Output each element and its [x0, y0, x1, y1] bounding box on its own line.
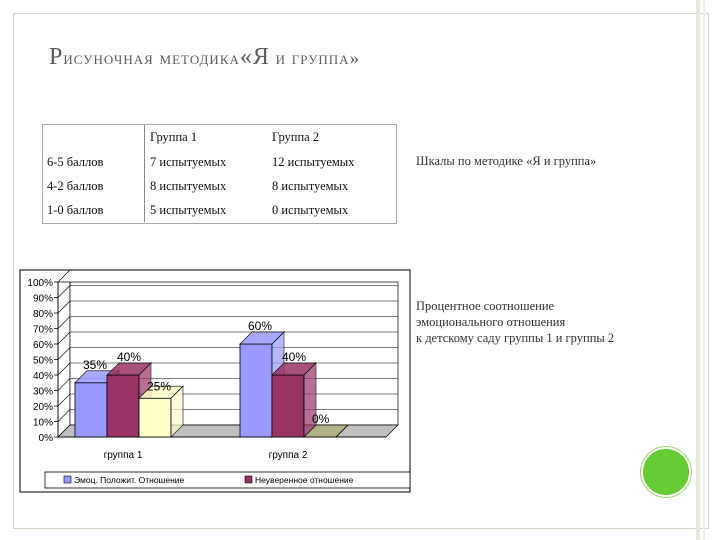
scale-note: Шкалы по методике «Я и группа»	[416, 154, 597, 168]
table-cell: 1-0 баллов	[42, 198, 145, 222]
percent-note-line: эмоционального отношения	[416, 315, 566, 329]
bar	[75, 383, 107, 437]
bar	[240, 344, 272, 437]
bar-data-label: 40%	[282, 350, 307, 364]
table-cell: 4-2 баллов	[42, 174, 145, 198]
y-tick-label: 100%	[27, 278, 53, 289]
y-tick-label: 60%	[32, 340, 53, 351]
table-cell: 8 испытуемых	[150, 178, 227, 193]
legend-swatch	[64, 476, 71, 483]
legend-label: Неуверенное отношение	[255, 475, 354, 485]
percent-note-line: к детскому саду группы 1 и группы 2	[416, 331, 615, 345]
y-tick-label: 80%	[32, 309, 53, 320]
table-cell: 7 испытуемых	[150, 154, 227, 169]
y-tick-label: 30%	[32, 386, 53, 398]
table-header-cell: Группа 1	[150, 129, 198, 144]
legend-label: Эмоц. Положит. Отношение	[74, 475, 185, 485]
y-tick-label: 0%	[38, 433, 53, 444]
y-tick-label: 50%	[32, 355, 53, 367]
title-quote: «Я	[239, 44, 270, 70]
y-tick-label: 40%	[32, 371, 53, 382]
chart-side-wall	[58, 282, 70, 437]
table-cell: 0 испытуемых	[272, 202, 349, 217]
table-cell: 12 испытуемых	[272, 154, 355, 169]
legend-swatch	[245, 476, 252, 483]
bar	[139, 398, 171, 437]
table-header-cell: Группа 2	[272, 129, 320, 144]
y-tick-label: 70%	[32, 324, 53, 336]
y-tick-label: 10%	[32, 417, 53, 429]
percent-note-line: Процентное соотношение	[416, 299, 555, 313]
y-tick-label: 90%	[32, 293, 53, 305]
bar-data-label: 60%	[248, 319, 273, 333]
bar	[272, 375, 304, 437]
title-end: и группа»	[269, 48, 361, 69]
bar-data-label: 25%	[147, 379, 172, 394]
x-category-label: группа 2	[268, 450, 308, 461]
title-initial: Р	[49, 44, 64, 70]
bar-data-label: 35%	[83, 357, 108, 372]
bar	[107, 375, 139, 437]
y-tick-label: 20%	[32, 402, 53, 413]
bar-data-label: 40%	[117, 350, 142, 364]
table-cell: 8 испытуемых	[272, 178, 349, 193]
x-category-label: группа 1	[103, 450, 143, 461]
title-rest: исуночная методика	[63, 48, 240, 69]
table-cell: 6-5 баллов	[42, 150, 145, 174]
table-cell: 5 испытуемых	[150, 202, 227, 217]
bar-data-label: 0%	[312, 412, 330, 426]
green-circle-decoration	[641, 447, 691, 497]
